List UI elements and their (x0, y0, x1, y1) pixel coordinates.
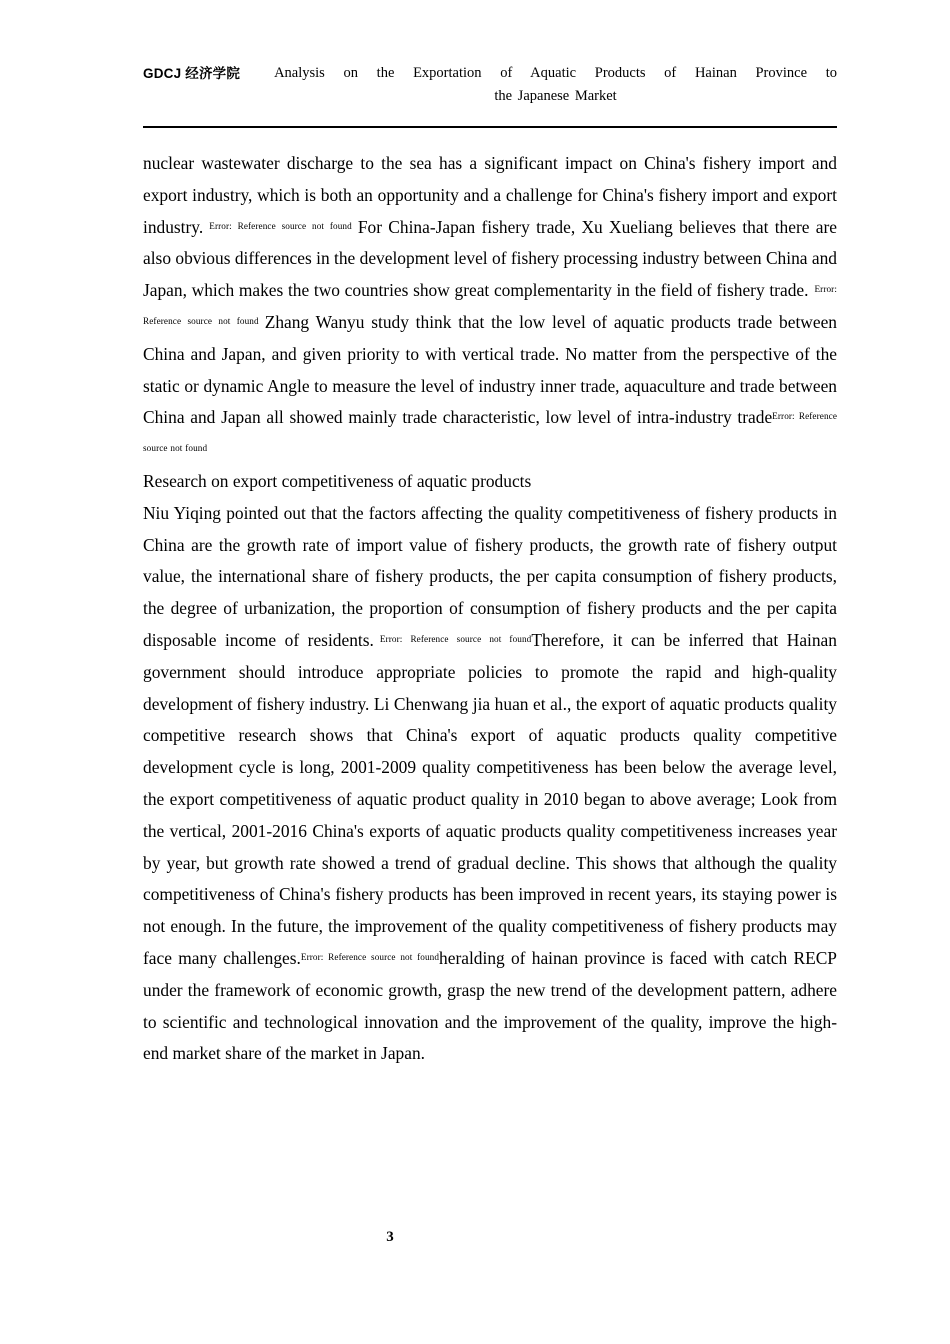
header-title-line-2: the Japanese Market (494, 88, 617, 104)
paragraph-2-segment-1: Niu Yiqing pointed out that the factors affecting the quality competitiveness of fishery products in China are the growth rate of import value of fishery products, the growth rate of fishery output value, the international share of fishery products, the per capita consumption of fishery products, the degree of urbanization, the proportion of consumption of fishery products and the per capita disposable income of residents. (143, 502, 837, 650)
reference-error-note-3: Error: Reference source not found (143, 411, 837, 454)
paragraph-export-competitiveness-research (143, 498, 837, 1070)
paragraph-2-segment-3: heralding of hainan province is faced with catch RECP under the framework of economic growth, grasp the new trend of the development pattern, adhere to scientific and technological innovation and the improvement of the quality, improve the high-end market share of the market in Japan. (143, 947, 837, 1064)
header-organization: GDCJ 经济学院 (143, 66, 241, 81)
header-document-title (274, 62, 837, 108)
paragraph-1-segment-2: For China-Japan fishery trade, Xu Xueliang believes that there are also obvious differences in the development level of fishery processing industry between China and Japan, which makes the two countries show great complementarity in the field of fishery trade. (143, 216, 837, 301)
page-number: 3 (386, 1229, 394, 1245)
header-title-line-1: Analysis on the Exportation of Aquatic Products of Hainan Province to (274, 65, 837, 81)
paragraph-1-segment-1: nuclear wastewater discharge to the sea has a significant impact on China's fishery import and export industry, which is both an opportunity and a challenge for China's fishery import and export industry. (143, 153, 837, 237)
paragraph-literature-review-china-japan (143, 148, 837, 466)
header-divider-rule (143, 126, 837, 128)
reference-error-note-5: Error: Reference source not found (300, 952, 440, 963)
page-footer (143, 1228, 637, 1246)
section-heading-text: Research on export competitiveness of aquatic products (143, 470, 532, 491)
paragraph-1-segment-3: Zhang Wanyu study think that the low level of aquatic products trade between China and Japan, and given priority to with vertical trade. No matter from the perspective of the static or dynamic Angle to measure the level of industry inner trade, aquaculture and trade between China and Japan all showed mainly trade characteristic, low level of intra-industry trade (143, 311, 837, 428)
reference-error-note-2: Error: Reference source not found (143, 284, 837, 327)
paragraph-2-segment-2: Therefore, it can be inferred that Hainan government should introduce appropriate policies to promote the rapid and high-quality development of fishery industry. Li Chenwang jia huan et al., the export of aquatic products quality competitive research shows that China's export of aquatic products quality competitive development cycle is long, 2001-2009 quality competitiveness has been below the average level, the export competitiveness of aquatic product quality in 2010 began to above average; Look from the vertical, 2001-2016 China's exports of aquatic products quality competitiveness increases year by year, but growth rate showed a trend of gradual decline. This shows that although the quality competitiveness of China's fishery products has been improved in recent years, its staying power is not enough. In the future, the improvement of the quality competitiveness of fishery products may face many challenges. (143, 629, 837, 968)
reference-error-note-1: Error: Reference source not found (209, 220, 352, 231)
running-header (143, 62, 837, 108)
section-heading-export-competitiveness (143, 466, 837, 498)
reference-error-note-4: Error: Reference source not found (379, 634, 532, 645)
document-body (143, 148, 837, 1070)
